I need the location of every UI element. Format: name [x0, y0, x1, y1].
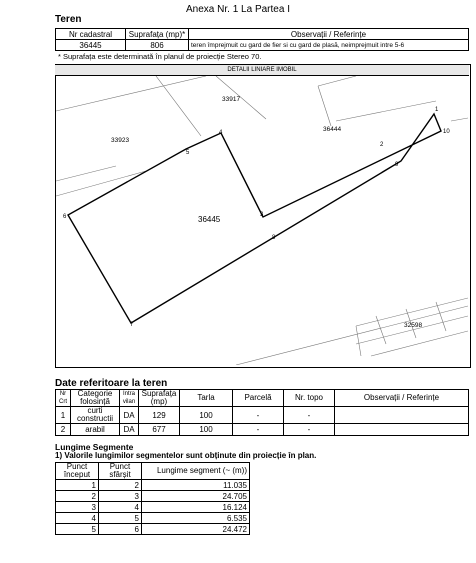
parcel-label-33917: 33917: [222, 96, 241, 103]
row2-surface: 677: [139, 424, 180, 436]
row2-parcel: -: [233, 424, 284, 436]
annex-title: Anexa Nr. 1 La Partea I: [186, 4, 290, 15]
row2-category: arabil: [71, 424, 120, 436]
table-row: [56, 491, 250, 502]
col-category: Categorie folosință: [71, 390, 120, 407]
col-parcel: Parcelă: [233, 390, 284, 407]
land-details-table: [55, 389, 469, 436]
seg2-length: 24.705: [142, 491, 250, 502]
table-header-row: [56, 390, 469, 407]
col-start: Punct început: [56, 463, 99, 480]
table-row: [56, 424, 469, 436]
row2-nr: 2: [56, 424, 71, 436]
parcel-label-36445: 36445: [198, 215, 221, 224]
col-intravilan: Intra vilan: [120, 390, 139, 407]
seg4-length: 6.535: [142, 513, 250, 524]
parcel-map: [56, 76, 468, 365]
col-length: Lungime segment (~ (m)): [142, 463, 250, 480]
point-label-4: 4: [219, 130, 223, 136]
point-label-7: 7: [130, 322, 134, 328]
table-header-row: [56, 463, 250, 480]
map-title: DETALII LINIARE IMOBIL: [55, 65, 469, 76]
seg1-length: 11.035: [142, 480, 250, 491]
segments-table: [55, 462, 250, 535]
seg5-start: 5: [56, 524, 99, 535]
land-table: [55, 28, 469, 51]
area-value: 806: [126, 40, 189, 51]
seg1-start: 1: [56, 480, 99, 491]
notes-value: teren împrejmuit cu gard de fier si cu gard de plasă, neimprejmuit intre 5-6: [189, 40, 469, 51]
table-row: [56, 480, 250, 491]
seg2-end: 3: [99, 491, 142, 502]
col-area: Suprafața (mp)*: [126, 29, 189, 40]
table-row: [56, 513, 250, 524]
segments-subtitle: 1) Valorile lungimilor segmentelor sunt obținute din proiecție în plan.: [55, 451, 317, 460]
col-observations: Observații / Referințe: [335, 390, 469, 407]
segments-title: Lungime Segmente: [55, 442, 134, 452]
seg2-start: 2: [56, 491, 99, 502]
point-label-5: 5: [186, 150, 190, 156]
table-row: [56, 40, 469, 51]
point-label-2: 2: [380, 142, 384, 148]
col-notes: Observații / Referințe: [189, 29, 469, 40]
seg5-length: 24.472: [142, 524, 250, 535]
table-header-row: [56, 29, 469, 40]
table-row: [56, 524, 250, 535]
col-cadastral: Nr cadastral: [56, 29, 126, 40]
point-label-8: 8: [272, 235, 276, 241]
point-label-3: 3: [260, 212, 264, 218]
row2-observations: [335, 424, 469, 436]
col-end: Punct sfârșit: [99, 463, 142, 480]
table-row: [56, 502, 250, 513]
row1-intravilan: DA: [120, 407, 139, 424]
parcel-label-33923: 33923: [111, 137, 130, 144]
row1-tarla: 100: [180, 407, 233, 424]
seg1-end: 2: [99, 480, 142, 491]
row2-tarla: 100: [180, 424, 233, 436]
seg3-length: 16.124: [142, 502, 250, 513]
land-details-title: Date referitoare la teren: [55, 378, 168, 389]
point-label-6: 6: [63, 214, 67, 220]
land-section-title: Teren: [55, 14, 82, 25]
seg4-end: 5: [99, 513, 142, 524]
point-label-9: 9: [395, 162, 399, 168]
footnote: * Suprafața este determinată în planul de proiecție Stereo 70.: [58, 52, 262, 61]
point-label-10: 10: [443, 129, 450, 135]
col-tarla: Tarla: [180, 390, 233, 407]
row1-topo: -: [284, 407, 335, 424]
parcel-boundary: [68, 114, 441, 323]
col-surface: Suprafața (mp): [139, 390, 180, 407]
row2-intravilan: DA: [120, 424, 139, 436]
seg3-start: 3: [56, 502, 99, 513]
row2-topo: -: [284, 424, 335, 436]
row1-category: curti constructii: [71, 407, 120, 424]
row1-observations: [335, 407, 469, 424]
row1-surface: 129: [139, 407, 180, 424]
row1-nr: 1: [56, 407, 71, 424]
seg3-end: 4: [99, 502, 142, 513]
table-row: [56, 407, 469, 424]
seg5-end: 6: [99, 524, 142, 535]
cadastral-value: 36445: [56, 40, 126, 51]
col-nr: Nr Crt: [56, 390, 71, 407]
point-label-1: 1: [435, 107, 439, 113]
row1-parcel: -: [233, 407, 284, 424]
parcel-label-32598: 32598: [404, 322, 423, 329]
col-topo: Nr. topo: [284, 390, 335, 407]
parcel-label-36444: 36444: [323, 126, 342, 133]
seg4-start: 4: [56, 513, 99, 524]
